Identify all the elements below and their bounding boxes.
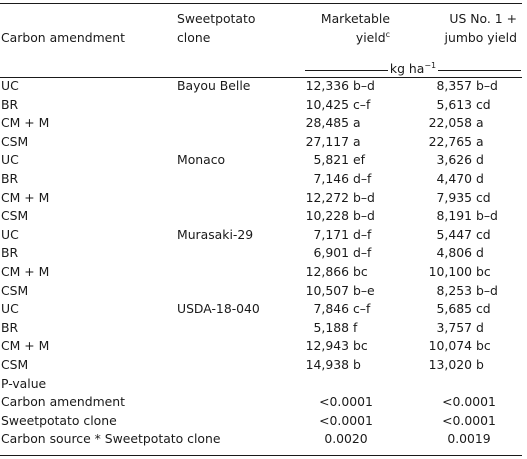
us-jumbo-yield-cell (424, 263, 514, 282)
table-row (0, 77, 527, 96)
table-row (0, 244, 527, 263)
marketable-yield-value: 14,938 (305, 356, 349, 372)
carbon-amendment-cell: CSM (1, 133, 29, 149)
carbon-amendment-cell: BR (1, 319, 19, 335)
marketable-yield-letters: c–f (353, 96, 371, 112)
carbon-amendment-cell: CSM (1, 208, 29, 224)
header-clone-line1: Sweetpotato (177, 11, 256, 26)
table-row (0, 300, 527, 319)
us-jumbo-yield-value: 3,757 (436, 319, 472, 335)
marketable-yield-value: 10,507 (305, 282, 349, 298)
us-jumbo-yield-letters: cd (476, 96, 491, 112)
carbon-amendment-cell: UC (1, 152, 19, 168)
us-jumbo-yield-value: 4,470 (436, 170, 472, 186)
pvalue-marketable-cell: <0.0001 (319, 394, 373, 410)
us-jumbo-yield-cell (424, 170, 514, 189)
table-row (0, 263, 527, 282)
marketable-yield-letters: b (353, 356, 361, 372)
marketable-yield-value: 10,425 (305, 96, 349, 112)
pvalue-heading: P-value (1, 375, 47, 391)
marketable-yield-value: 7,846 (313, 301, 349, 317)
table-body (0, 77, 527, 449)
carbon-amendment-cell: CSM (1, 282, 29, 298)
marketable-yield-value: 12,866 (305, 263, 349, 279)
marketable-yield-letters: ef (353, 152, 365, 168)
us-jumbo-yield-letters: d (476, 152, 484, 168)
units-text: kg ha (389, 61, 425, 76)
marketable-yield-letters: bc (353, 263, 368, 279)
us-jumbo-yield-value: 13,020 (428, 356, 472, 372)
us-jumbo-yield-cell (424, 96, 514, 115)
table-row (0, 170, 527, 189)
table-row (0, 96, 527, 115)
marketable-yield-value: 7,146 (313, 170, 349, 186)
us-jumbo-yield-cell (424, 114, 514, 133)
marketable-yield-cell (301, 189, 391, 208)
pvalue-us-jumbo-cell: <0.0001 (442, 394, 496, 410)
marketable-yield-cell (301, 170, 391, 189)
table-row (0, 207, 527, 226)
marketable-yield-cell (301, 337, 391, 356)
table-row (0, 356, 527, 375)
carbon-amendment-cell: BR (1, 170, 19, 186)
carbon-amendment-cell: UC (1, 226, 19, 242)
marketable-yield-letters: d–f (353, 226, 372, 242)
marketable-yield-value: 6,901 (313, 245, 349, 261)
marketable-yield-value: 10,228 (305, 208, 349, 224)
us-jumbo-yield-value: 10,074 (428, 338, 472, 354)
footnote-marker: c (385, 30, 390, 39)
us-jumbo-yield-value: 8,191 (436, 208, 472, 224)
marketable-yield-cell (301, 114, 391, 133)
us-jumbo-yield-letters: a (476, 133, 484, 149)
us-jumbo-yield-letters: cd (476, 226, 491, 242)
marketable-yield-letters: b–d (353, 78, 375, 93)
us-jumbo-yield-cell (424, 300, 514, 319)
us-jumbo-yield-cell (424, 319, 514, 338)
us-jumbo-yield-letters: cd (476, 301, 491, 317)
marketable-yield-cell (301, 207, 391, 226)
header-us-line1: US No. 1 + (449, 11, 517, 26)
pvalue-marketable-cell: 0.0020 (324, 431, 368, 447)
units-exponent: −1 (424, 61, 437, 70)
us-jumbo-yield-value: 3,626 (436, 152, 472, 168)
marketable-yield-value: 5,188 (313, 319, 349, 335)
us-jumbo-yield-value: 4,806 (436, 245, 472, 261)
marketable-yield-letters: b–d (353, 208, 375, 224)
table-row (0, 226, 527, 245)
table-row (0, 189, 527, 208)
marketable-yield-letters: d–f (353, 245, 372, 261)
us-jumbo-yield-value: 7,935 (436, 189, 472, 205)
header-carbon-amendment: Carbon amendment (1, 30, 125, 45)
us-jumbo-yield-value: 8,357 (436, 78, 472, 93)
us-jumbo-yield-letters: d (476, 319, 484, 335)
carbon-amendment-cell: BR (1, 245, 19, 261)
carbon-amendment-cell: CSM (1, 356, 29, 372)
header-sweetpotato-clone (177, 9, 255, 47)
us-jumbo-yield-letters: bc (476, 338, 491, 354)
pvalue-row (0, 393, 527, 412)
marketable-yield-value: 12,943 (305, 338, 349, 354)
pvalue-heading-row (0, 375, 527, 394)
table-row (0, 133, 527, 152)
header-us-line2: jumbo yield (444, 30, 517, 45)
us-jumbo-yield-value: 8,253 (436, 282, 472, 298)
marketable-yield-letters: c–f (353, 301, 371, 317)
marketable-yield-letters: bc (353, 338, 368, 354)
pvalue-marketable-cell: <0.0001 (319, 412, 373, 428)
marketable-yield-cell (301, 133, 391, 152)
marketable-yield-value: 7,171 (313, 226, 349, 242)
pvalue-source-cell: Carbon amendment (1, 394, 125, 410)
units-label (390, 60, 436, 78)
us-jumbo-yield-cell (424, 189, 514, 208)
us-jumbo-yield-letters: cd (476, 189, 491, 205)
table-row (0, 337, 527, 356)
us-jumbo-yield-letters: d (476, 170, 484, 186)
header-marketable-yield (290, 9, 390, 47)
us-jumbo-yield-value: 10,100 (428, 263, 472, 279)
table-row (0, 282, 527, 301)
us-jumbo-yield-letters: bc (476, 263, 491, 279)
marketable-yield-letters: d–f (353, 170, 372, 186)
marketable-yield-cell (301, 356, 391, 375)
marketable-yield-cell (301, 263, 391, 282)
carbon-amendment-cell: CM + M (1, 263, 50, 279)
table-row (0, 114, 527, 133)
marketable-yield-letters: a (353, 133, 361, 149)
marketable-yield-value: 27,117 (305, 133, 349, 149)
marketable-yield-letters: b–d (353, 189, 375, 205)
marketable-yield-cell (301, 300, 391, 319)
pvalue-source-cell: Carbon source * Sweetpotato clone (1, 431, 221, 447)
us-jumbo-yield-cell (424, 226, 514, 245)
marketable-yield-cell (301, 226, 391, 245)
pvalue-us-jumbo-cell: 0.0019 (447, 431, 491, 447)
us-jumbo-yield-value: 5,447 (436, 226, 472, 242)
table-bottom-rule (0, 455, 522, 456)
marketable-yield-cell (301, 77, 391, 96)
pvalue-us-jumbo-cell: <0.0001 (442, 412, 496, 428)
us-jumbo-yield-cell (424, 207, 514, 226)
us-jumbo-yield-cell (424, 77, 514, 96)
us-jumbo-yield-letters: b (476, 356, 484, 372)
us-jumbo-yield-value: 5,685 (436, 301, 472, 317)
marketable-yield-cell (301, 96, 391, 115)
marketable-yield-cell (301, 151, 391, 170)
marketable-yield-cell (301, 244, 391, 263)
header-mkt-line2 (290, 28, 390, 47)
marketable-yield-letters: f (353, 319, 358, 335)
units-dash-right (438, 70, 521, 71)
marketable-yield-cell (301, 319, 391, 338)
clone-cell: Murasaki-29 (177, 226, 254, 242)
us-jumbo-yield-cell (424, 244, 514, 263)
marketable-yield-value: 28,485 (305, 115, 349, 131)
us-jumbo-yield-cell (424, 282, 514, 301)
us-jumbo-yield-cell (424, 356, 514, 375)
table-row (0, 151, 527, 170)
carbon-amendment-cell: CM + M (1, 338, 50, 354)
us-jumbo-yield-letters: d (476, 245, 484, 261)
clone-cell: Bayou Belle (177, 78, 251, 93)
us-jumbo-yield-letters: b–d (476, 282, 498, 298)
marketable-yield-cell (301, 282, 391, 301)
header-mkt-word: yield (355, 30, 386, 45)
us-jumbo-yield-cell (424, 337, 514, 356)
us-jumbo-yield-letters: a (476, 115, 484, 131)
marketable-yield-value: 5,821 (313, 152, 349, 168)
carbon-amendment-cell: UC (1, 78, 19, 93)
clone-cell: USDA-18-040 (177, 301, 260, 317)
pvalue-row (0, 430, 527, 449)
marketable-yield-letters: b–e (353, 282, 375, 298)
pvalue-source-cell: Sweetpotato clone (1, 412, 117, 428)
marketable-yield-value: 12,272 (305, 189, 349, 205)
us-jumbo-yield-letters: b–d (476, 208, 498, 224)
marketable-yield-letters: a (353, 115, 361, 131)
units-dash-left (305, 70, 388, 71)
carbon-amendment-cell: CM + M (1, 115, 50, 131)
pvalue-row (0, 412, 527, 431)
carbon-amendment-cell: CM + M (1, 189, 50, 205)
us-jumbo-yield-value: 5,613 (436, 96, 472, 112)
table-row (0, 319, 527, 338)
units-row (305, 60, 521, 78)
carbon-amendment-cell: UC (1, 301, 19, 317)
us-jumbo-yield-cell (424, 133, 514, 152)
us-jumbo-yield-value: 22,765 (428, 133, 472, 149)
us-jumbo-yield-letters: b–d (476, 78, 498, 93)
header-us-jumbo-yield (400, 9, 517, 47)
marketable-yield-value: 12,336 (305, 78, 349, 93)
clone-cell: Monaco (177, 152, 226, 168)
table-top-rule (0, 3, 522, 4)
carbon-amendment-cell: BR (1, 96, 19, 112)
us-jumbo-yield-cell (424, 151, 514, 170)
header-mkt-line1: Marketable (320, 11, 390, 26)
header-clone-line2: clone (177, 30, 211, 45)
us-jumbo-yield-value: 22,058 (428, 115, 472, 131)
